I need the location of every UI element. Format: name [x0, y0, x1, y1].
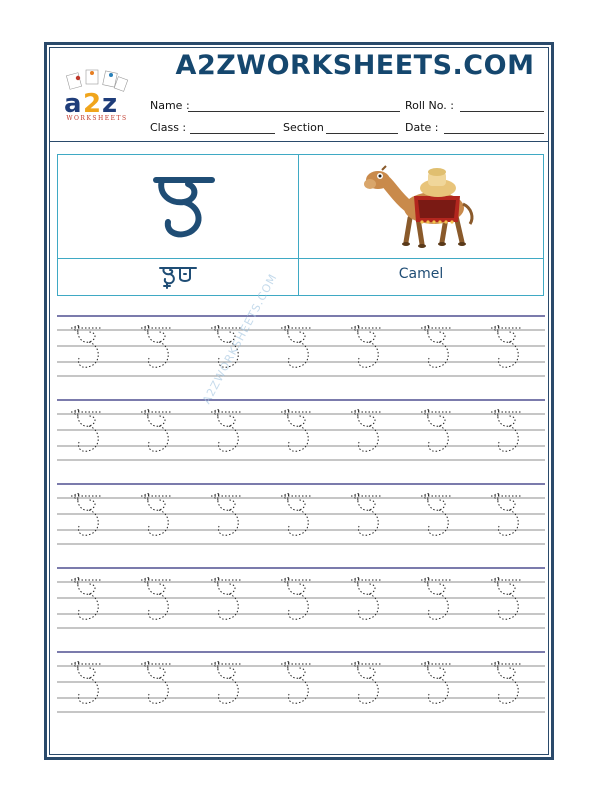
trace-letter[interactable] [141, 326, 171, 368]
trace-letter[interactable] [351, 326, 381, 368]
name-label: Name : [150, 99, 190, 112]
logo-tagline: WORKSHEETS [66, 115, 128, 122]
trace-letter[interactable] [351, 410, 381, 452]
svg-text:z: z [102, 89, 118, 119]
trace-letter[interactable] [211, 494, 241, 536]
trace-letter[interactable] [281, 410, 311, 452]
camel-picture [362, 158, 480, 254]
trace-letter[interactable] [491, 410, 521, 452]
roll-no-label: Roll No. : [405, 99, 454, 112]
trace-letter[interactable] [281, 578, 311, 620]
class-label: Class : [150, 121, 187, 134]
svg-text:2: 2 [83, 89, 102, 119]
trace-letter[interactable] [491, 326, 521, 368]
trace-letter[interactable] [211, 662, 241, 704]
class-field[interactable] [190, 133, 275, 134]
trace-letter[interactable] [71, 662, 101, 704]
section-label: Section [283, 121, 324, 134]
punjabi-word-camel [158, 264, 198, 290]
date-label: Date : [405, 121, 439, 134]
trace-letter[interactable] [71, 410, 101, 452]
trace-letter[interactable] [71, 326, 101, 368]
trace-letter[interactable] [141, 410, 171, 452]
trace-letter[interactable] [491, 578, 521, 620]
trace-letter[interactable] [281, 662, 311, 704]
punjabi-letter-ura [140, 160, 220, 250]
trace-letter[interactable] [491, 494, 521, 536]
watermark: A2ZWORKSHEETS.COM [200, 271, 280, 407]
tracing-practice-area[interactable] [57, 308, 547, 728]
trace-letter[interactable] [281, 494, 311, 536]
trace-letter[interactable] [211, 410, 241, 452]
site-title: A2ZWORKSHEETS.COM [175, 50, 535, 81]
trace-letter[interactable] [421, 662, 451, 704]
trace-letter[interactable] [351, 494, 381, 536]
svg-text:a: a [64, 89, 82, 119]
header-divider [49, 141, 549, 142]
trace-letter[interactable] [421, 578, 451, 620]
trace-letter[interactable] [491, 662, 521, 704]
english-word: Camel [398, 266, 444, 282]
trace-letter[interactable] [421, 494, 451, 536]
roll-no-field[interactable] [460, 111, 544, 112]
trace-letter[interactable] [421, 410, 451, 452]
trace-letter[interactable] [71, 494, 101, 536]
trace-letter[interactable] [141, 578, 171, 620]
trace-letter[interactable] [351, 662, 381, 704]
section-field[interactable] [326, 133, 398, 134]
table-divider-horizontal [57, 258, 544, 259]
trace-letter[interactable] [141, 662, 171, 704]
trace-letter[interactable] [141, 494, 171, 536]
trace-letter[interactable] [211, 578, 241, 620]
trace-letter[interactable] [71, 578, 101, 620]
trace-letter[interactable] [281, 326, 311, 368]
trace-letter[interactable] [351, 578, 381, 620]
date-field[interactable] [444, 133, 544, 134]
name-field[interactable] [188, 111, 400, 112]
trace-letter[interactable] [421, 326, 451, 368]
